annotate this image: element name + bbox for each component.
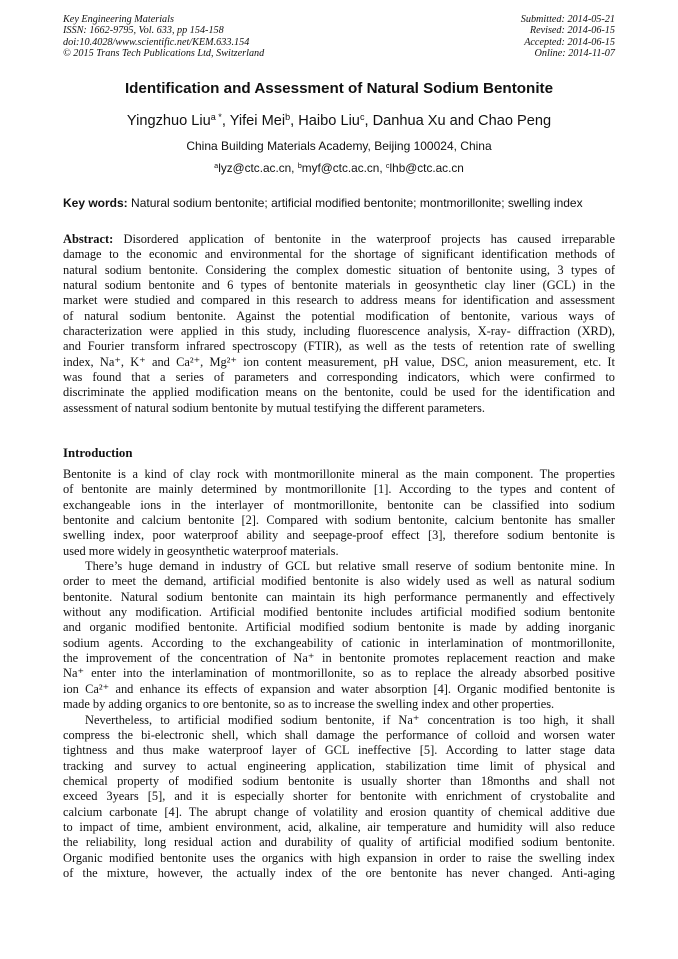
abstract-label: Abstract: xyxy=(63,232,114,246)
paper-title: Identification and Assessment of Natural Sodium Bentonite xyxy=(124,80,554,97)
author-name: Haibo Liu xyxy=(298,113,360,129)
introduction-body xyxy=(63,467,615,881)
accepted-date: Accepted: 2014-06-15 xyxy=(524,36,615,48)
intro-line: ion Ca²⁺ and enhance its effects of expansion and water absorption [4]. Organic modified bentonite is xyxy=(63,681,615,696)
intro-line: calcium carbonate [4]. The abrupt change of volatility and erosion quantity of chemical additive due xyxy=(63,804,615,819)
doi-line: doi:10.4028/www.scientific.net/KEM.633.154 xyxy=(63,36,250,48)
intro-line: Na⁺ enter into the interlamination of montmorillonite, so as to replace the already absorbed positive xyxy=(63,666,615,681)
affiliation: China Building Materials Academy, Beijing 100024, China xyxy=(186,139,492,153)
intro-line: the reliability, long residual action and durability of quality of artificial modified sodium bentonite. xyxy=(63,835,615,850)
abstract-line: of natural sodium bentonite. Against the potential modification of bentonite, various ways of xyxy=(63,308,615,323)
intro-line: without any modification. Artificial modified bentonite includes artificial modified sodium bentonite xyxy=(63,605,615,620)
author-name: Yingzhuo Liu xyxy=(126,113,211,129)
intro-line: used more widely in geosynthetic waterproof materials. xyxy=(63,543,339,558)
intro-line: tracking and survey to actual engineering application, stabilization time limit of physical and xyxy=(63,758,615,773)
email-mark: b xyxy=(297,160,302,170)
abstract-line: natural sodium bentonite and 6 types of bentonite materials in geosynthetic clay liner (GCL) in the xyxy=(63,278,615,293)
intro-line: sodium agents. According to the exchangeability of cationic in interlamination of montmorillonite, xyxy=(63,635,615,650)
journal-info xyxy=(63,14,264,60)
abstract-line: natural sodium bentonite. Considering the complex domestic situation of bentonite using, 3 types of xyxy=(63,262,615,277)
intro-line: exchangeable ions in the interlayer of montmorillonite, bentonite can be classified into sodium xyxy=(63,497,615,512)
abstract-line-text: Disordered application of bentonite in the waterproof projects has caused irreparable xyxy=(113,232,615,246)
intro-line: chemical property of modified sodium bentonite is usually shorter than 18months and shall not xyxy=(63,773,615,788)
abstract-line: assessment of natural sodium bentonite by mutual testifying the different parameters. xyxy=(63,400,485,415)
intro-line: to impact of time, ambient environment, acid, alkaline, air temperature and humidity will also reduce xyxy=(63,819,615,834)
revised-date: Revised: 2014-06-15 xyxy=(529,25,615,37)
intro-line: Organic modified bentonite uses the organics with high expansion in order to raise the swelling index xyxy=(63,850,615,865)
keywords-label: Key words: xyxy=(63,196,128,210)
intro-line: Nevertheless, to artificial modified sodium bentonite, if Na⁺ concentration is too high, it shall xyxy=(85,712,615,727)
copyright-line: © 2015 Trans Tech Publications Ltd, Switzerland xyxy=(63,48,265,60)
keywords-text: Natural sodium bentonite; artificial modified bentonite; montmorillonite; swelling index xyxy=(127,196,583,210)
intro-line: the improvement of the concentration of Na⁺ in bentonite promotes replacement reaction and make xyxy=(63,651,615,666)
abstract-line: and Fourier transform infrared spectroscopy (FTIR), as well as the tests of retention rate of swelling xyxy=(63,339,615,354)
intro-line: and organic modified bentonite. Artificial modified sodium bentonite is made by adding inorganic xyxy=(63,620,615,635)
intro-line: of bentonite are mainly determined by montmorillonite [1]. According to the types and content of xyxy=(63,482,615,497)
email-mark: c xyxy=(385,160,390,170)
author-separator: , xyxy=(221,113,230,129)
intro-line: bentonite and calcium bentonite [2]. Compared with sodium bentonite, calcium bentonite has smaller xyxy=(63,513,615,528)
introduction-heading: Introduction xyxy=(63,446,133,460)
abstract-line: was found that a series of parameters and corresponding indicators, which were confirmed to xyxy=(63,370,615,385)
email-mark: a xyxy=(214,160,219,170)
abstract-line: market were studied and compared in this research to address means for identification and assessment xyxy=(63,293,615,308)
submitted-date: Submitted: 2014-05-21 xyxy=(520,14,615,25)
intro-line: tightness and thus make waterproof layer of GCL ineffective [5]. According to latter stage data xyxy=(63,743,615,758)
author-name: Yifei Mei xyxy=(229,113,286,129)
abstract-line: index, Na⁺, K⁺ and Ca²⁺, Mg²⁺ ion content measurement, pH value, DSC, anion measurement, etc. It xyxy=(63,354,615,369)
intro-line: compress the bi-electronic shell, which shall damage the performance of colloid and worsen water xyxy=(63,727,615,742)
author-mark: b xyxy=(285,112,291,123)
intro-line: swelling index, poor waterproof ability and seepage-proof effect [3], therefore sodium bentonite is xyxy=(63,528,615,543)
email-list xyxy=(0,161,678,175)
journal-name: Key Engineering Materials xyxy=(63,14,174,25)
abstract-line: characterization were applied in this study, including fluorescence analysis, X-ray- diffraction (XRD), xyxy=(63,324,615,339)
author-separator: , xyxy=(364,113,373,129)
abstract-line: damage to the economic and environmental for the shortage of significant identification methods of xyxy=(63,247,615,262)
online-date: Online: 2014-11-07 xyxy=(534,48,615,60)
keywords xyxy=(63,196,623,210)
email-address: lhb@ctc.ac.cn xyxy=(389,161,464,175)
author-mark: a * xyxy=(210,112,222,123)
author-list xyxy=(0,113,678,129)
intro-line: exceed 3years [5], and it is especially shorter for bentonite with enrichment of crystobalite and xyxy=(63,789,615,804)
intro-line: order to meet the demand, artificial modified bentonite is also widely used as well as natural sodium xyxy=(63,574,615,589)
author-mark: c xyxy=(359,112,365,123)
issn-line: ISSN: 1662-9795, Vol. 633, pp 154-158 xyxy=(63,25,224,37)
author-name: Danhua Xu and Chao Peng xyxy=(372,113,552,129)
submission-dates xyxy=(521,14,615,60)
email-address: lyz@ctc.ac.cn, xyxy=(218,161,298,175)
intro-line: There’s huge demand in industry of GCL but relative small reserve of sodium bentonite mine. In xyxy=(85,559,615,574)
intro-line: of the mixture, however, the actually index of the ore bentonite has never changed. Anti-aging xyxy=(63,865,615,880)
author-separator: , xyxy=(290,113,299,129)
abstract-line xyxy=(63,232,615,247)
abstract-line: discriminate the applied modification means on the bentonite, could be used for the identification and xyxy=(63,385,615,400)
abstract xyxy=(63,232,615,416)
intro-line: made by adding organics to ore bentonite, so as to increase the swelling index and other properties. xyxy=(63,697,555,712)
intro-line: Bentonite is a kind of clay rock with montmorillonite mineral as the main component. The properties xyxy=(63,467,615,481)
intro-line: bentonite. Natural sodium bentonite can maintain its high performance permanently and effectively xyxy=(63,589,615,604)
email-address: myf@ctc.ac.cn, xyxy=(301,161,386,175)
